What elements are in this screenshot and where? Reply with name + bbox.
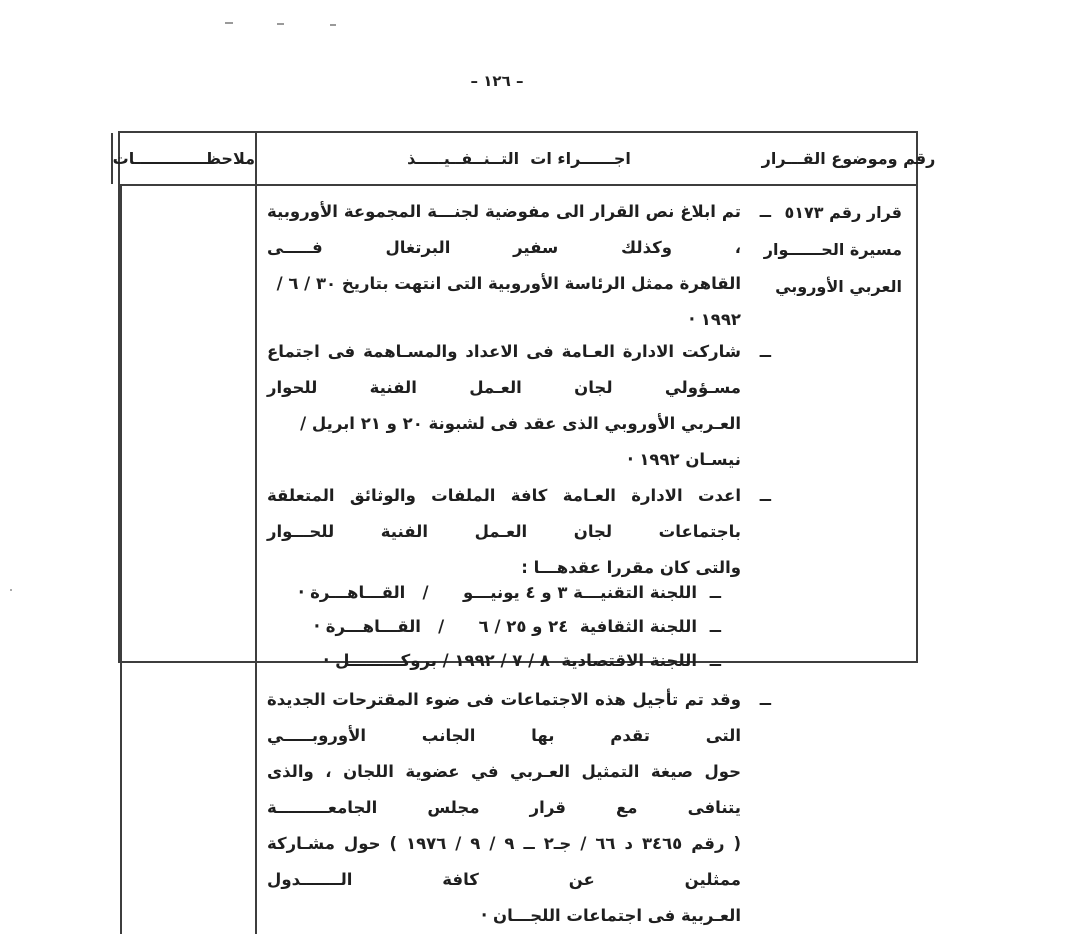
bullet-dash: ــ bbox=[709, 583, 721, 602]
decision-line: العربي الأوروبي bbox=[775, 277, 902, 296]
paragraph-line: ( رقم ٣٤٦٥ د ٦٦ / جـ٢ ــ ٩ / ٩ / ١٩٧٦ ) حول مشـاركة ممثلين عن كافة الـــــــدول bbox=[267, 834, 741, 889]
bullet-dash: ــ bbox=[759, 486, 771, 505]
procedure-paragraph bbox=[267, 682, 771, 934]
scan-artifact bbox=[330, 24, 336, 26]
committee-line: اللجنة الثقافية ٢٤ و ٢٥ / ٦ / القـــاهـــرة · bbox=[313, 617, 697, 636]
committee-line: اللجنة الاقتصادية ٨ / ٧ / ١٩٩٢ / بروكـــــــــل · bbox=[323, 651, 697, 670]
paragraph-line: العـربية فى اجتماعات اللجـــان · bbox=[480, 906, 741, 925]
bullet-dash: ــ bbox=[759, 202, 771, 221]
committee-item bbox=[267, 644, 721, 678]
paragraph-line: تم ابلاغ نص القرار الى مفوضية لجنـــة المجموعة الأوروبية ، وكذلك سفير البرتغال فـــــى bbox=[267, 202, 741, 257]
bullet-dash: ــ bbox=[759, 690, 771, 709]
committee-list bbox=[267, 576, 721, 678]
bullet-dash: ــ bbox=[709, 617, 721, 636]
procedure-paragraph bbox=[267, 334, 771, 478]
procedures-cell bbox=[255, 186, 781, 934]
committee-item bbox=[267, 576, 721, 610]
decision-line: مسيرة الحــــــوار bbox=[763, 240, 902, 259]
resolution-table bbox=[112, 131, 936, 925]
page-number: – ١٢٦ – bbox=[470, 72, 524, 90]
paragraph-line: اعدت الادارة العـامة كافة الملفات والوثائق المتعلقة باجتماعات لجان العـمل الفنية للحـــوار bbox=[267, 486, 741, 541]
committee-item bbox=[267, 610, 721, 644]
paragraph-line: شاركت الادارة العـامة فى الاعداد والمسـاهمة فى اجتماع مسـؤولي لجان العـمل الفنية للحوار bbox=[267, 342, 741, 397]
paragraph-line: القاهرة ممثل الرئاسة الأوروبية التى انتهت بتاريخ ٣٠ / ٦ / ١٩٩٢ · bbox=[276, 274, 741, 329]
decision-line: قرار رقم ٥١٧٣ bbox=[784, 203, 902, 222]
header-cell-notes: ملاحظـــــــــــــات bbox=[111, 133, 255, 184]
scan-artifact bbox=[10, 589, 12, 591]
table-header-row bbox=[112, 133, 936, 186]
scan-artifact bbox=[225, 22, 233, 24]
paragraph-line: العـربي الأوروبي الذى عقد فى لشبونة ٢٠ و ٢١ ابريل / نيسـان ١٩٩٢ · bbox=[300, 414, 741, 469]
paragraph-line: حول صيغة التمثيل العـربي في عضوية اللجان ، والذى يتنافى مع قرار مجلس الجامعـــــــــة bbox=[267, 762, 741, 817]
bullet-dash: ــ bbox=[709, 651, 721, 670]
procedure-paragraph bbox=[267, 194, 771, 338]
paragraph-line: والتى كان مقررا عقدهـــا : bbox=[521, 558, 741, 577]
header-cell-decision: رقم وموضوع القـــرار bbox=[761, 149, 936, 168]
notes-cell bbox=[120, 186, 255, 934]
table-body-row bbox=[120, 186, 916, 925]
paragraph-line: وقد تم تأجيل هذه الاجتماعات فى ضوء المقترحات الجديدة التى تقدم بها الجانب الأوروبـــــي bbox=[267, 690, 741, 745]
scan-artifact bbox=[277, 23, 284, 25]
procedure-paragraph bbox=[267, 478, 771, 586]
committee-line: اللجنة التقنيـــة ٣ و ٤ يونيـــو / القـــاهـــرة · bbox=[298, 583, 697, 602]
bullet-dash: ــ bbox=[759, 342, 771, 361]
header-cell-procedures: اجــــــراء ات التــنــفــيـــــذ bbox=[255, 133, 781, 184]
decision-cell bbox=[763, 186, 916, 934]
